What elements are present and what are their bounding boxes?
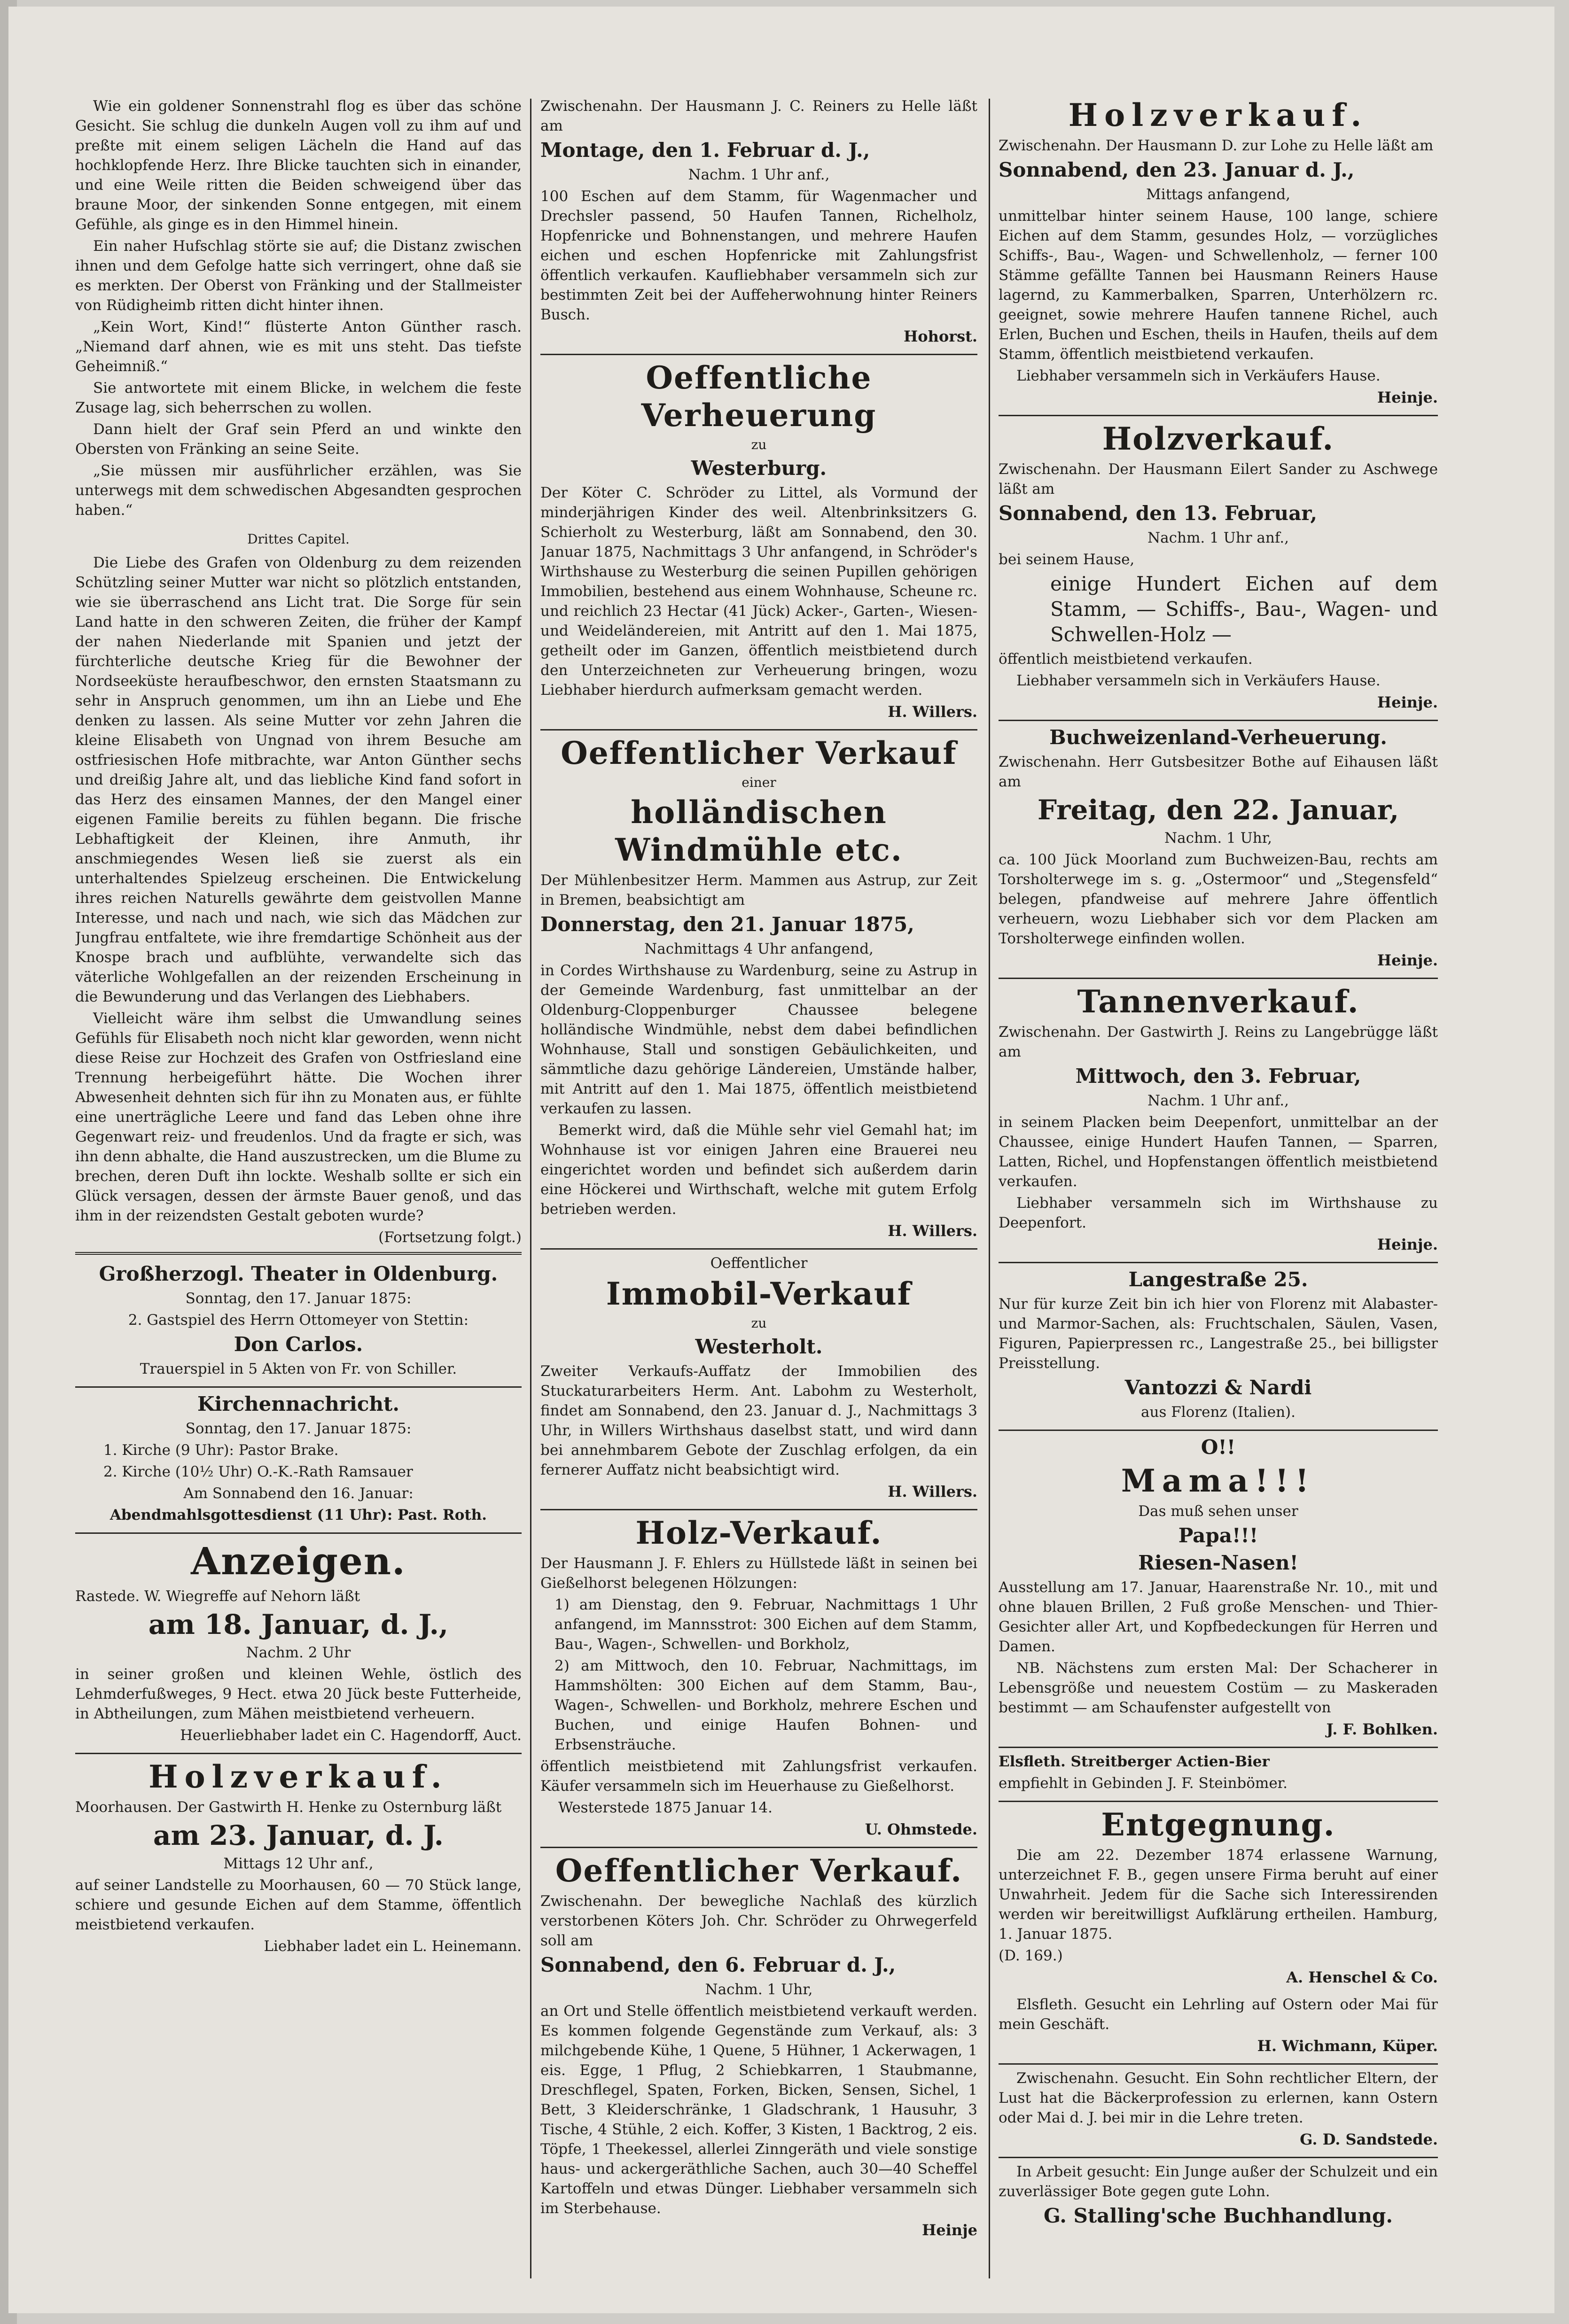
ad-signature: Heinje — [922, 2221, 977, 2239]
ad-text: In Arbeit gesucht: Ein Junge außer der Schulzeit und ein zuverlässiger Bote gegen gute Lohn. — [999, 2163, 1438, 2200]
ad-title: Riesen-Nasen! — [1138, 1551, 1298, 1574]
ad-intro: Rastede. W. Wiegreffe auf Nehorn läßt — [75, 1588, 360, 1605]
ad-signature: G. Stalling'sche Buchhandlung. — [1043, 2204, 1393, 2227]
ad-nachlass-schroeder — [540, 1852, 977, 2240]
ad-text: Nur für kurze Zeit bin ich hier von Florenz mit Alabaster- und Marmor-Sachen, als: Fruchtschalen, Säulen, Vasen, Figuren, Papierpressen rc., Langestraße 25., bei billigster Preisstellung. — [999, 1296, 1438, 1372]
ad-pretitle: Oeffentlicher — [710, 1255, 808, 1272]
story-paragraph: Dann hielt der Graf sein Pferd an und winkte den Obersten von Fränking an seine Seite. — [75, 421, 522, 458]
column-1 — [75, 96, 522, 2276]
ad-title: Oeffentliche Verheuerung — [641, 359, 877, 434]
ad-title: Holz-Verkauf. — [635, 1515, 882, 1551]
ad-windmuehle — [540, 734, 977, 1241]
ad-time: Nachm. 1 Uhr, — [1164, 830, 1272, 847]
ad-heide — [75, 1586, 522, 1745]
ad-text-large: einige Hundert Eichen auf dem Stamm, — Schiffs-, Bau-, Wagen- und Schwellen-Holz — — [1050, 572, 1438, 646]
ad-intro: Moorhausen. Der Gastwirth H. Henke zu Osternburg läßt — [75, 1799, 502, 1816]
ad-reiners — [540, 96, 977, 346]
ad-signature: H. Wichmann, Küper. — [1257, 2037, 1438, 2055]
ad-holzverkauf-moorhausen — [75, 1758, 522, 1956]
ad-time: Nachm. 1 Uhr anf., — [688, 166, 830, 183]
ad-lehrling — [999, 1995, 1438, 2056]
divider — [540, 1847, 977, 1848]
ad-text: ca. 100 Jück Moorland zum Buchweizen-Bau, rechts am Torsholterwege im s. g. „Ostermoor“ und „Stegensfeld“ belegen, pfandweise auf mehrere Jahre öffentlich verheuern, wozu Liebhaber sich vor dem Placken am Torsholterwege einfinden wollen. — [999, 851, 1438, 947]
ad-number: (D. 169.) — [999, 1947, 1063, 1964]
ad-item: 1) am Dienstag, den 9. Februar, Nachmittags 1 Uhr anfangend, im Mannsstrot: 300 Eichen auf dem Stamm, Bau-, Wagen-, Schwellen- und Borkholz, — [554, 1596, 977, 1653]
chapter-heading: Drittes Capitel. — [247, 531, 350, 547]
ad-signature: Hohorst. — [904, 327, 977, 345]
divider — [999, 2157, 1438, 2158]
ad-text: Zweiter Verkaufs-Auffatz der Immobilien des Stuckaturarbeiters Herm. Ant. Labohm zu Westerholt, findet am Sonnabend, den 23. Januar d. J., Nachmittags 3 Uhr, in Willers Wirthshaus daselbst statt, und wird dann bei annehmbarem Gebote der Zuschlag erfolgen, da ein fernerer Auffatz nicht beabsichtigt wird. — [540, 1363, 977, 1478]
ad-text: in Cordes Wirthshause zu Wardenburg, seine zu Astrup in der Gemeinde Wardenburg, fast unmittelbar an der Oldenburg-Cloppenburger Chaussee belegene holländische Windmühle, nebst dem dabei befindlichen Wohnhause, Stall und sonstigen Gebäulichkeiten, und sämmtliche dazu gehörige Ländereien, Umstände halber, mit Antritt auf den 1. Mai 1875, öffentlich meistbietend verkaufen zu lassen. — [540, 962, 977, 1117]
theater-play: Don Carlos. — [234, 1333, 363, 1356]
ad-text: Ausstellung am 17. Januar, Haarenstraße Nr. 10., mit und ohne blauen Brillen, 2 Fuß große Menschen- und Thier-Gesichter aller Art, und Kopfbedeckungen für Herren und Damen. — [999, 1579, 1438, 1655]
ad-date: Westerstede 1875 Januar 14. — [558, 1799, 773, 1816]
ad-intro: Zwischenahn. Der Gastwirth J. Reins zu Langebrügge läßt am — [999, 1024, 1438, 1060]
ad-intro: Zwischenahn. Der Hausmann Eilert Sander zu Aschwege läßt am — [999, 461, 1438, 497]
ad-title: Tannenverkauf. — [1077, 983, 1359, 1020]
ad-text: Die am 22. Dezember 1874 erlassene Warnung, unterzeichnet F. B., gegen unsere Firma beruht auf einer Unwahrheit. Jedem für die Sache sich Interessirenden werden wir bereitwilligst Aufklärung ertheilen. Hamburg, 1. Januar 1875. — [999, 1847, 1438, 1943]
ad-papa: Papa!!! — [1178, 1524, 1258, 1547]
ad-signature: Liebhaber ladet ein L. Heinemann. — [264, 1938, 522, 1955]
column-rule-left — [530, 99, 531, 2278]
story-paragraph: „Kein Wort, Kind!“ flüsterte Anton Günther rasch. „Niemand darf ahnen, wie es mit uns steht. Das tiefste Geheimniß.“ — [75, 319, 522, 375]
divider — [999, 978, 1438, 979]
ad-date: Montage, den 1. Februar d. J., — [540, 139, 870, 162]
ad-line: empfiehlt in Gebinden J. F. Steinbömer. — [999, 1775, 1288, 1792]
ad-item: 2) am Mittwoch, den 10. Februar, Nachmittags, im Hammshölten: 300 Eichen auf dem Stamm, Bau-, Wagen-, Schwellen- und Borkholz, mehrere Eschen und Buchen, und einige Haufen Bohnen- und Erbsensträuche. — [554, 1657, 977, 1753]
ad-must: Das muß sehen unser — [1138, 1503, 1298, 1520]
ad-signature: Vantozzi & Nardi — [1124, 1376, 1312, 1399]
ad-intro: Zwischenahn. Der Hausmann J. C. Reiners zu Helle läßt am — [540, 98, 977, 134]
theater-date: Sonntag, den 17. Januar 1875: — [185, 1290, 412, 1307]
divider — [999, 1801, 1438, 1802]
theater-guest: 2. Gastspiel des Herrn Ottomeyer von Stettin: — [128, 1312, 469, 1329]
ad-entgegnung — [999, 1806, 1438, 1987]
ad-signature: Heinje. — [1377, 389, 1438, 406]
ad-title: Holzverkauf. — [1102, 420, 1335, 457]
ad-time: Nachm. 1 Uhr anf., — [1147, 1092, 1289, 1109]
divider — [540, 354, 977, 355]
ad-signature: H. Willers. — [888, 1222, 977, 1240]
ad-signature: H. Willers. — [888, 1483, 977, 1500]
ad-einer: einer — [742, 775, 776, 790]
ad-holz-ehlers — [540, 1514, 977, 1839]
ad-holzverkauf-lohe — [999, 96, 1438, 407]
ad-text: in seiner großen und kleinen Wehle, östlich des Lehmderfußweges, 9 Hect. etwa 20 Jück beste Futterheide, in Abtheilungen, zum Mähen meistbietend verheuern. — [75, 1666, 522, 1722]
divider — [75, 1386, 522, 1388]
ad-text: 100 Eschen auf dem Stamm, für Wagenmacher und Drechsler passend, 50 Haufen Tannen, Richelholz, Hopfenricke und Bohnenstangen, und mehrere Haufen eichen und eschen Hopfenricke mit Zahlungsfrist öffentlich verkaufen. Kaufliebhaber versammeln sich zur bestimmten Zeit bei der Auffeherwohnung hinter Reiners Busch. — [540, 188, 977, 323]
ad-immobil-westerholt — [540, 1253, 977, 1501]
ad-signature: J. F. Bohlken. — [1326, 1720, 1438, 1738]
divider — [999, 1747, 1438, 1748]
ad-time: Nachm. 2 Uhr — [246, 1644, 351, 1661]
ad-text: öffentlich meistbietend verkaufen. — [999, 651, 1253, 668]
ad-text: Der Köter C. Schröder zu Littel, als Vormund der minderjährigen Kinder des weil. Altenbrinksitzers G. Schierholt zu Westerburg, läßt am Sonnabend, den 30. Januar 1875, Nachmittags 3 Uhr anfangend, in Schröder's Wirthshause zu Westerburg die seinen Pupillen gehörigen Immobilien, bestehend aus einem Wohnhause, Scheune rc. und reichlich 23 Hectar (41 Jück) Acker-, Garten-, Wiesen- und Weideländereien, mit Antritt auf den 1. Mai 1875, getheilt oder im Ganzen, öffentlich meistbietend durch den Unterzeichneten zur Verheuerung bringen, wozu Liebhaber hierdurch aufmerksam gemacht werden. — [540, 484, 977, 699]
divider — [75, 1532, 522, 1534]
divider — [999, 415, 1438, 416]
ad-time: Mittags anfangend, — [1146, 186, 1290, 203]
ad-buchweizenland — [999, 725, 1438, 970]
ad-title: Holzverkauf. — [1068, 97, 1368, 133]
ad-arbeit-gesucht — [999, 2162, 1438, 2229]
ad-time: Mittags 12 Uhr anf., — [223, 1855, 374, 1872]
ad-note: NB. Nächstens zum ersten Mal: Der Schacherer in Lebensgröße und neuestem Costüm — zu Maskeraden bestimmt — am Schaufenster aufgestellt von — [999, 1660, 1438, 1716]
divider — [540, 1248, 977, 1250]
divider — [75, 1252, 522, 1257]
ad-mama: Mama!!! — [1121, 1462, 1316, 1499]
ad-note: Liebhaber versammeln sich in Verkäufers Hause. — [1016, 672, 1381, 689]
ad-verheuerung-westerburg — [540, 359, 977, 722]
ad-alabaster — [999, 1267, 1438, 1422]
story-paragraph: Sie antwortete mit einem Blicke, in welchem die feste Zusage lag, sich beherrschen zu wollen. — [75, 380, 522, 416]
ad-subtitle: holländischen Windmühle etc. — [615, 794, 903, 868]
church-title: Kirchennachricht. — [197, 1392, 400, 1415]
column-2 — [540, 96, 977, 2276]
story-paragraph: Wie ein goldener Sonnenstrahl flog es über das schöne Gesicht. Sie schlug die dunkeln Augen voll zu ihm auf und preßte mit einem seligen Lächeln die Hand auf das hochklopfende Herz. Ihre Blicke tauchten sich in einander, und eine Weile ritten die Beiden schweigend über das braune Moor, der sinkenden Sonne entgegen, mit einem Gefühle, als ginge es in den Himmel hinein. — [75, 98, 522, 233]
ad-signature: G. D. Sandstede. — [1300, 2130, 1438, 2148]
ad-note: Liebhaber versammeln sich im Wirthshause zu Deepenfort. — [999, 1195, 1438, 1231]
ad-zu: zu — [751, 437, 767, 452]
ad-exclaim: O!! — [1201, 1436, 1236, 1459]
ad-note: Bemerkt wird, daß die Mühle sehr viel Gemahl hat; im Wohnhause ist vor einigen Jahren eine Brauerei neu eingerichtet worden und befindet sich außerdem darin eine Höckerei und Wirthschaft, welche mit gutem Erfolg betrieben werden. — [540, 1122, 977, 1218]
story-paragraph: Ein naher Hufschlag störte sie auf; die Distanz zwischen ihnen und dem Gefolge hatte sich verringert, ohne daß sie es merkten. Der Oberst von Fränking und der Stallmeister von Rüdigheimb ritten dicht hinter ihnen. — [75, 238, 522, 314]
divider — [999, 2063, 1438, 2065]
ad-date: am 18. Januar, d. J., — [148, 1609, 449, 1640]
ad-riesen-nasen — [999, 1435, 1438, 1739]
divider — [75, 1753, 522, 1754]
ad-title: Oeffentlicher Verkauf — [561, 735, 957, 771]
ad-line: Elsfleth. Streitberger Actien-Bier — [999, 1753, 1270, 1770]
ad-text: in seinem Placken beim Deepenfort, unmittelbar an der Chaussee, einige Hundert Haufen Tannen, — Sparren, Latten, Richel, und Hopfenstangen öffentlich meistbietend verkaufen. — [999, 1114, 1438, 1190]
ad-text: Zwischenahn. Gesucht. Ein Sohn rechtlicher Eltern, der Lust hat die Bäckerprofession zu erlernen, kann Ostern oder Mai d. J. bei mir in die Lehre treten. — [999, 2070, 1438, 2126]
ad-signature: U. Ohmstede. — [865, 1820, 977, 1838]
ad-note: Liebhaber versammeln sich in Verkäufers Hause. — [1016, 367, 1381, 384]
ad-signature: Heinje. — [1377, 1236, 1438, 1253]
ad-origin: aus Florenz (Italien). — [1141, 1404, 1296, 1421]
ad-intro: Zwischenahn. Herr Gutsbesitzer Bothe auf Eihausen läßt am — [999, 754, 1438, 790]
ad-signature: A. Henschel & Co. — [1286, 1968, 1438, 1986]
ad-text: unmittelbar hinter seinem Hause, 100 lange, schiere Eichen auf dem Stamm, gesundes Holz, — vorzügliches Schiffs-, Bau-, Wagen- und Schwellenholz, — ferner 100 Stämme gefällte Tannen bei Hausmann Reiners Hause lagernd, zu Kammerbalken, Sparren, Unterhölzern rc. geeignet, sowie mehrere Haufen tannene Richel, auch Erlen, Buchen und Eschen, theils in Haufen, theils auf dem Stamm, öffentlich meistbietend verkaufen. — [999, 208, 1438, 363]
ad-date: am 23. Januar, d. J. — [153, 1819, 444, 1851]
church-notice — [75, 1391, 522, 1525]
ad-intro: Der Mühlenbesitzer Herm. Mammen aus Astrup, zur Zeit in Bremen, beabsichtigt am — [540, 872, 977, 909]
ad-title: Entgegnung. — [1101, 1806, 1335, 1843]
theater-notice — [75, 1261, 522, 1379]
ad-signature: H. Willers. — [888, 703, 977, 721]
ad-intro: Zwischenahn. Der bewegliche Nachlaß des kürzlich verstorbenen Köters Joh. Chr. Schröder zu Ohrwegerfeld soll am — [540, 1893, 977, 1949]
ad-intro: Zwischenahn. Der Hausmann D. zur Lohe zu Helle läßt am — [999, 137, 1434, 154]
section-heading-anzeigen: Anzeigen. — [191, 1539, 406, 1583]
column-3 — [999, 96, 1438, 2276]
divider — [540, 729, 977, 731]
ad-title: Oeffentlicher Verkauf. — [555, 1852, 963, 1889]
story-continuation: (Fortsetzung folgt.) — [378, 1229, 522, 1246]
theater-subtitle: Trauerspiel in 5 Akten von Fr. von Schiller. — [140, 1360, 457, 1377]
church-saturday: Am Sonnabend den 16. Januar: — [183, 1485, 414, 1502]
church-abendmahl: Abendmahlsgottesdienst (11 Uhr): Past. Roth. — [109, 1507, 487, 1523]
story-paragraph: „Sie müssen mir ausführlicher erzählen, was Sie unterwegs mit dem schwedischen Abgesandten gesprochen haben.“ — [75, 462, 522, 519]
ad-text: Elsfleth. Gesucht ein Lehrling auf Ostern oder Mai für mein Geschäft. — [999, 1996, 1438, 2033]
ad-text: an Ort und Stelle öffentlich meistbietend verkauft werden. Es kommen folgende Gegenstände zum Verkauf, als: 3 milchgebende Kühe, 1 Quene, 5 Hühner, 1 Ackerwagen, 1 eis. Egge, 1 Pflug, 2 Schiebkarren, 1 Staubmanne, Dreschflegel, Spaten, Forken, Bicken, Sensen, Sichel, 1 Bett, 3 Kleiderschränke, 1 Gladschrank, 1 Hausuhr, 3 Tische, 4 Stühle, 2 eich. Koffer, 3 Kisten, 1 Backtrog, 2 eis. Töpfe, 1 Theekessel, allerlei Zinngeräth und viele sonstige haus- und ackergeräthliche Sachen, auch 30—40 Scheffel Kartoffeln und etwas Dünger. Liebhaber versammeln sich im Sterbehause. — [540, 2003, 977, 2217]
ad-holzverkauf-sander — [999, 420, 1438, 712]
ad-title: Holzverkauf. — [148, 1758, 448, 1795]
divider — [999, 1262, 1438, 1263]
divider — [540, 1509, 977, 1510]
church-service-1: 1. Kirche (9 Uhr): Pastor Brake. — [103, 1442, 339, 1459]
ad-place: Westerburg. — [691, 457, 827, 480]
ad-signature: Heinje. — [1377, 693, 1438, 711]
story-paragraph: Vielleicht wäre ihm selbst die Umwandlung seines Gefühls für Elisabeth noch nicht klar geworden, wenn nicht diese Reise zur Hochzeit des Grafen von Ostfriesland eine Trennung herbeigeführt hätte. Die Wochen ihrer Abwesenheit dehnten sich für ihn zu Monaten aus, er fühlte eine unerträgliche Leere und fand das Leben ohne ihre Gegenwart reiz- und freudenlos. Und da fragte er sich, was ihn denn abhalte, die Hand auszustrecken, um die Blume zu brechen, deren Duft ihn lockte. Weshalb sollte er sich ein Glück versagen, dessen der ärmste Bauer genoß, und das ihm in der reizendsten Gestalt geboten wurde? — [75, 1010, 522, 1224]
ad-date: Sonnabend, den 23. Januar d. J., — [999, 158, 1355, 181]
divider — [999, 720, 1438, 721]
column-rule-right — [989, 99, 990, 2278]
ad-time: Nachmittags 4 Uhr anfangend, — [644, 940, 874, 957]
ad-date: Sonnabend, den 13. Februar, — [999, 502, 1317, 525]
ad-date: Sonnabend, den 6. Februar d. J., — [540, 1953, 896, 1976]
ad-title: Immobil-Verkauf — [606, 1275, 912, 1312]
ad-title: Buchweizenland-Verheuerung. — [1049, 726, 1387, 749]
ad-date: Freitag, den 22. Januar, — [1037, 794, 1399, 826]
ad-actien-bier — [999, 1752, 1438, 1793]
church-date: Sonntag, den 17. Januar 1875: — [185, 1420, 412, 1437]
church-service-2: 2. Kirche (10½ Uhr) O.-K.-Rath Ramsauer — [103, 1463, 413, 1480]
ad-place: Westerholt. — [695, 1335, 823, 1358]
story-paragraph: Die Liebe des Grafen von Oldenburg zu dem reizenden Schützling seiner Mutter war nicht so plötzlich entstanden, wie sie überraschend ans Licht trat. Die Sorge für sein Land hatte in den schweren Zeiten, die früher der Kampf der nahen Niederlande mit Spanien und jetzt der fürchterliche deutsche Krieg für die Bewohner der Nordseeküste heraufbeschwor, den ernsten Staatsmann zu sehr in Anspruch genommen, um ihn an Liebe und Ehe denken zu lassen. Als seine Mutter vor zehn Jahren die kleine Elisabeth von Ungnad von ihrem Besuche am ostfriesischen Hofe mitbrachte, war Anton Günther sechs und dreißig Jahre alt, und das liebliche Kind fand sofort in das Herz des einsamen Mannes, der den Mangel einer eigenen Familie bereits zu fühlen begann. Die frische Lebhaftigkeit der Kleinen, ihre Anmuth, ihr anschmiegendes Wesen ließ sie zuerst als ein unterhaltendes Spielzeug erscheinen. Die Entwickelung ihres reichen Naturells gewährte dem geistvollen Manne Interesse, und nach und nach, wie sich das Mädchen zur Jungfrau entfaltete, wie ihre fremdartige Schönheit aus der Knospe brach und aufblühte, verwandelte sich das väterliche Wohlgefallen an der reizenden Erscheinung in die Bewunderung und das Verlangen des Liebhabers. — [75, 554, 522, 1005]
ad-signature: Heuerliebhaber ladet ein C. Hagendorff, Auct. — [180, 1727, 522, 1744]
ad-tannenverkauf — [999, 983, 1438, 1254]
ad-time: Nachm. 1 Uhr, — [705, 1981, 813, 1998]
ad-text: öffentlich meistbietend mit Zahlungsfrist verkaufen. Käufer versammeln sich im Heuerhause zu Gießelhorst. — [540, 1758, 977, 1795]
theater-title: Großherzogl. Theater in Oldenburg. — [99, 1262, 498, 1285]
divider — [999, 1430, 1438, 1431]
ad-baecker — [999, 2068, 1438, 2149]
ad-zu: zu — [751, 1315, 767, 1331]
ad-signature: Heinje. — [1377, 951, 1438, 969]
ad-date: Donnerstag, den 21. Januar 1875, — [540, 913, 914, 936]
ad-date: Mittwoch, den 3. Februar, — [1075, 1065, 1361, 1088]
ad-text: bei seinem Hause, — [999, 551, 1135, 568]
ad-intro: Der Hausmann J. F. Ehlers zu Hüllstede läßt in seinen bei Gießelhorst belegenen Hölzungen: — [540, 1555, 977, 1592]
ad-title: Langestraße 25. — [1128, 1268, 1308, 1291]
ad-time: Nachm. 1 Uhr anf., — [1147, 529, 1289, 546]
ad-text: auf seiner Landstelle zu Moorhausen, 60 — 70 Stück lange, schiere und gesunde Eichen auf dem Stamme, öffentlich meistbietend verkaufen. — [75, 1877, 522, 1933]
